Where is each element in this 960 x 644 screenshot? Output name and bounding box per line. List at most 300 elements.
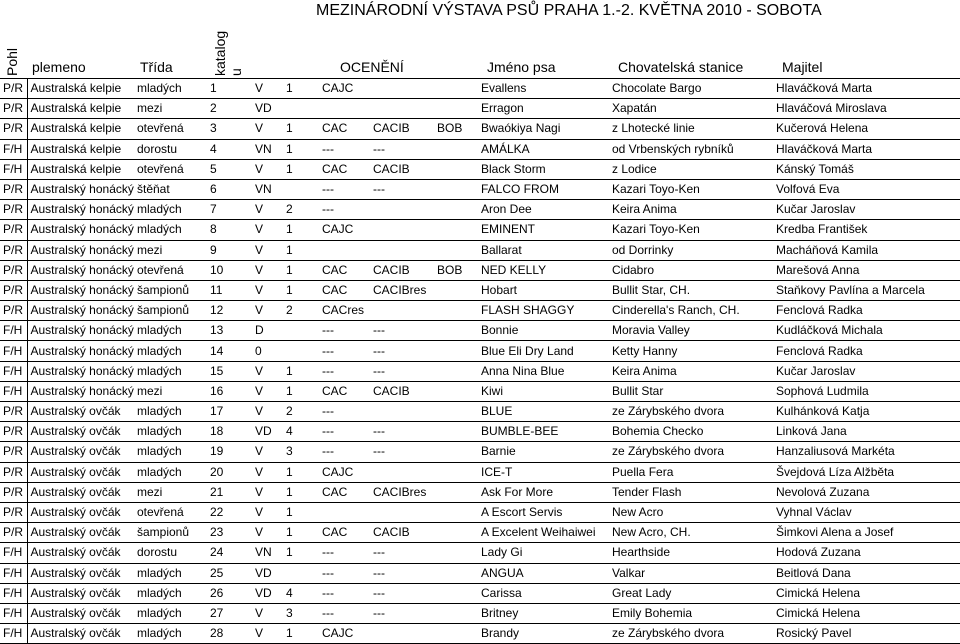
cell-poradi: 2 [283,301,319,321]
cell-pohlavi: F/H [0,583,27,603]
cell-chovatelska-stanice: Emily Bohemia [609,603,773,623]
cell-plemeno: Australský ovčák [27,402,134,422]
cell-titul-3 [434,381,478,401]
cell-katalog: 12 [207,301,252,321]
cell-pohlavi: F/H [0,361,27,381]
cell-trida: mladých [134,321,207,341]
cell-chovatelska-stanice: New Acro [609,502,773,522]
cell-titul-2: --- [370,563,434,583]
cell-chovatelska-stanice: Kazari Toyo-Ken [609,220,773,240]
cell-plemeno: Australský ovčák [27,502,134,522]
cell-chovatelska-stanice: Xapatán [609,99,773,119]
cell-poradi [283,321,319,341]
cell-majitel: Kučar Jaroslav [773,361,960,381]
cell-titul-1: --- [319,603,370,623]
cell-majitel: Kredba František [773,220,960,240]
cell-katalog: 3 [207,119,252,139]
cell-pohlavi: F/H [0,159,27,179]
cell-pohlavi: P/R [0,301,27,321]
cell-jmeno-psa: Hobart [478,280,609,300]
cell-pohlavi: P/R [0,200,27,220]
cell-majitel: Kulhánková Katja [773,402,960,422]
cell-katalog: 20 [207,462,252,482]
cell-katalog: 4 [207,139,252,159]
cell-majitel: Kučar Jaroslav [773,200,960,220]
cell-hodnoceni: V [252,462,283,482]
cell-katalog: 25 [207,563,252,583]
cell-titul-1: --- [319,543,370,563]
cell-trida: šampionů [134,301,207,321]
cell-titul-3 [434,462,478,482]
header-jmeno-psa: Jméno psa [487,59,556,75]
cell-chovatelska-stanice: Cinderella's Ranch, CH. [609,301,773,321]
cell-katalog: 13 [207,321,252,341]
cell-chovatelska-stanice: Ketty Hanny [609,341,773,361]
cell-poradi: 3 [283,442,319,462]
cell-jmeno-psa: FLASH SHAGGY [478,301,609,321]
cell-hodnoceni: V [252,280,283,300]
cell-pohlavi: P/R [0,240,27,260]
header-pohl: Pohl [4,47,20,76]
cell-plemeno: Australský ovčák [27,563,134,583]
cell-titul-3 [434,220,478,240]
cell-hodnoceni: V [252,482,283,502]
table-row [0,280,960,300]
cell-trida: dorostu [134,139,207,159]
cell-plemeno: Australský ovčák [27,482,134,502]
cell-poradi: 1 [283,543,319,563]
cell-titul-2 [370,200,434,220]
cell-chovatelska-stanice: Keira Anima [609,200,773,220]
cell-titul-2: CACIB [370,159,434,179]
cell-poradi: 1 [283,624,319,644]
cell-titul-3 [434,301,478,321]
table-header [0,0,960,78]
cell-plemeno: Australský honácký [27,220,134,240]
cell-trida: mladých [134,583,207,603]
cell-poradi [283,99,319,119]
header-trida: Třída [140,59,173,75]
cell-pohlavi: P/R [0,220,27,240]
table-row [0,220,960,240]
page-title: MEZINÁRODNÍ VÝSTAVA PSŮ PRAHA 1.-2. KVĚTNA 2010 - SOBOTA [316,2,822,19]
cell-chovatelska-stanice: Moravia Valley [609,321,773,341]
cell-jmeno-psa: Britney [478,603,609,623]
cell-chovatelska-stanice: Chocolate Bargo [609,79,773,99]
cell-poradi [283,563,319,583]
cell-trida: mezi [134,99,207,119]
cell-plemeno: Australský honácký [27,260,134,280]
cell-titul-1 [319,502,370,522]
cell-titul-3 [434,543,478,563]
cell-jmeno-psa: Ask For More [478,482,609,502]
cell-poradi: 1 [283,119,319,139]
cell-jmeno-psa: A Excelent Weihaiwei [478,523,609,543]
cell-plemeno: Australský honácký [27,280,134,300]
cell-hodnoceni: V [252,523,283,543]
cell-katalog: 11 [207,280,252,300]
cell-plemeno: Australská kelpie [27,139,134,159]
cell-titul-3 [434,361,478,381]
cell-plemeno: Australský honácký [27,179,134,199]
cell-hodnoceni: VD [252,99,283,119]
cell-titul-2: CACIB [370,119,434,139]
cell-titul-2: --- [370,422,434,442]
table-row [0,341,960,361]
cell-hodnoceni: VN [252,179,283,199]
cell-pohlavi: P/R [0,502,27,522]
cell-titul-3 [434,79,478,99]
cell-pohlavi: F/H [0,341,27,361]
cell-jmeno-psa: Ballarat [478,240,609,260]
cell-majitel: Hlaváčková Marta [773,79,960,99]
cell-plemeno: Australský honácký [27,361,134,381]
cell-plemeno: Australský honácký [27,341,134,361]
cell-hodnoceni: V [252,502,283,522]
cell-plemeno: Australský ovčák [27,603,134,623]
cell-chovatelska-stanice: ze Zárybského dvora [609,442,773,462]
cell-katalog: 10 [207,260,252,280]
cell-titul-2 [370,240,434,260]
cell-majitel: Hanzaliusová Markéta [773,442,960,462]
cell-pohlavi: P/R [0,280,27,300]
cell-majitel: Fenclová Radka [773,341,960,361]
cell-titul-2: CACIBres [370,482,434,502]
table-row [0,159,960,179]
cell-titul-3 [434,442,478,462]
cell-pohlavi: P/R [0,422,27,442]
table-row [0,543,960,563]
cell-chovatelska-stanice: od Dorrinky [609,240,773,260]
cell-titul-3 [434,563,478,583]
cell-titul-1 [319,99,370,119]
cell-pohlavi: F/H [0,563,27,583]
cell-katalog: 23 [207,523,252,543]
cell-titul-1: CAJC [319,220,370,240]
cell-titul-1: --- [319,321,370,341]
cell-titul-2: CACIB [370,260,434,280]
table-row [0,79,960,99]
cell-chovatelska-stanice: Cidabro [609,260,773,280]
table-row [0,563,960,583]
cell-titul-3 [434,341,478,361]
cell-majitel: Cimická Helena [773,603,960,623]
cell-hodnoceni: V [252,240,283,260]
cell-hodnoceni: VD [252,563,283,583]
table-row [0,624,960,644]
cell-katalog: 9 [207,240,252,260]
cell-katalog: 18 [207,422,252,442]
table-row [0,321,960,341]
cell-jmeno-psa: Barnie [478,442,609,462]
cell-titul-3 [434,624,478,644]
cell-titul-3 [434,583,478,603]
cell-hodnoceni: V [252,119,283,139]
cell-hodnoceni: V [252,402,283,422]
cell-jmeno-psa: Anna Nina Blue [478,361,609,381]
cell-titul-1: --- [319,139,370,159]
cell-hodnoceni: V [252,200,283,220]
cell-majitel: Marešová Anna [773,260,960,280]
cell-hodnoceni: V [252,260,283,280]
cell-katalog: 14 [207,341,252,361]
cell-katalog: 21 [207,482,252,502]
cell-titul-1: CAC [319,280,370,300]
cell-chovatelska-stanice: Valkar [609,563,773,583]
cell-pohlavi: P/R [0,442,27,462]
cell-titul-2 [370,502,434,522]
cell-poradi: 1 [283,361,319,381]
cell-titul-2: CACIB [370,523,434,543]
cell-hodnoceni: V [252,159,283,179]
cell-majitel: Hlaváčová Miroslava [773,99,960,119]
cell-poradi: 1 [283,482,319,502]
cell-chovatelska-stanice: Bullit Star, CH. [609,280,773,300]
cell-pohlavi: P/R [0,462,27,482]
cell-pohlavi: P/R [0,523,27,543]
table-row [0,179,960,199]
cell-chovatelska-stanice: od Vrbenských rybníků [609,139,773,159]
results-table [0,78,960,644]
cell-titul-2: --- [370,341,434,361]
cell-katalog: 16 [207,381,252,401]
cell-jmeno-psa: AMÁLKA [478,139,609,159]
cell-poradi: 1 [283,159,319,179]
cell-jmeno-psa: ICE-T [478,462,609,482]
cell-chovatelska-stanice: ze Zárybského dvora [609,624,773,644]
cell-jmeno-psa: Bonnie [478,321,609,341]
cell-majitel: Šimkovi Alena a Josef [773,523,960,543]
cell-titul-2 [370,301,434,321]
cell-hodnoceni: VN [252,139,283,159]
table-row [0,361,960,381]
cell-trida: mladých [134,422,207,442]
cell-plemeno: Australský honácký [27,381,134,401]
cell-trida: mladých [134,341,207,361]
cell-majitel: Macháňová Kamila [773,240,960,260]
cell-chovatelska-stanice: Kazari Toyo-Ken [609,179,773,199]
cell-hodnoceni: V [252,603,283,623]
cell-majitel: Sophová Ludmila [773,381,960,401]
cell-poradi: 1 [283,523,319,543]
cell-plemeno: Australský ovčák [27,462,134,482]
cell-majitel: Kučerová Helena [773,119,960,139]
cell-plemeno: Australský honácký [27,321,134,341]
cell-titul-1: --- [319,361,370,381]
table-row [0,462,960,482]
cell-trida: otevřená [134,119,207,139]
cell-hodnoceni: V [252,381,283,401]
table-row [0,99,960,119]
cell-titul-1: CACres [319,301,370,321]
cell-poradi: 1 [283,462,319,482]
cell-titul-1: --- [319,442,370,462]
cell-titul-3 [434,240,478,260]
cell-titul-2 [370,79,434,99]
cell-plemeno: Australský honácký [27,240,134,260]
cell-katalog: 6 [207,179,252,199]
cell-pohlavi: P/R [0,260,27,280]
cell-chovatelska-stanice: Bullit Star [609,381,773,401]
cell-hodnoceni: V [252,79,283,99]
cell-hodnoceni: VN [252,543,283,563]
cell-pohlavi: P/R [0,179,27,199]
table-row [0,200,960,220]
cell-katalog: 19 [207,442,252,462]
header-majitel: Majitel [782,59,823,75]
cell-titul-2: --- [370,543,434,563]
cell-titul-2 [370,220,434,240]
cell-poradi [283,179,319,199]
cell-jmeno-psa: Carissa [478,583,609,603]
cell-jmeno-psa: Blue Eli Dry Land [478,341,609,361]
cell-titul-2 [370,99,434,119]
cell-titul-2 [370,402,434,422]
table-row [0,583,960,603]
cell-jmeno-psa: Erragon [478,99,609,119]
cell-trida: mladých [134,361,207,381]
cell-hodnoceni: V [252,361,283,381]
cell-trida: otevřená [134,502,207,522]
cell-majitel: Rosický Pavel [773,624,960,644]
cell-chovatelska-stanice: z Lodice [609,159,773,179]
table-row [0,523,960,543]
cell-katalog: 8 [207,220,252,240]
cell-jmeno-psa: BUMBLE-BEE [478,422,609,442]
cell-plemeno: Australský honácký [27,301,134,321]
cell-plemeno: Australský ovčák [27,583,134,603]
cell-trida: mezi [134,381,207,401]
table-row [0,482,960,502]
cell-titul-1: --- [319,179,370,199]
cell-majitel: Staňkovy Pavlína a Marcela [773,280,960,300]
cell-hodnoceni: V [252,442,283,462]
cell-pohlavi: P/R [0,79,27,99]
cell-jmeno-psa: Brandy [478,624,609,644]
cell-poradi: 4 [283,422,319,442]
cell-titul-3 [434,402,478,422]
table-row [0,502,960,522]
cell-poradi: 3 [283,603,319,623]
cell-trida: mladých [134,220,207,240]
cell-titul-3 [434,482,478,502]
cell-katalog: 5 [207,159,252,179]
cell-titul-2: --- [370,179,434,199]
cell-titul-1: --- [319,563,370,583]
cell-titul-1: --- [319,422,370,442]
cell-titul-3: BOB [434,119,478,139]
cell-plemeno: Australský ovčák [27,442,134,462]
cell-pohlavi: F/H [0,603,27,623]
cell-jmeno-psa: EMINENT [478,220,609,240]
cell-pohlavi: P/R [0,482,27,502]
table-row [0,422,960,442]
cell-titul-3 [434,179,478,199]
cell-titul-2 [370,462,434,482]
cell-poradi: 1 [283,240,319,260]
cell-katalog: 26 [207,583,252,603]
cell-trida: mladých [134,79,207,99]
cell-plemeno: Australská kelpie [27,79,134,99]
cell-katalog: 24 [207,543,252,563]
cell-chovatelska-stanice: Puella Fera [609,462,773,482]
cell-katalog: 1 [207,79,252,99]
table-row [0,139,960,159]
table-row [0,240,960,260]
cell-poradi: 4 [283,583,319,603]
cell-hodnoceni: V [252,301,283,321]
cell-katalog: 2 [207,99,252,119]
cell-titul-2: --- [370,603,434,623]
cell-chovatelska-stanice: Great Lady [609,583,773,603]
table-row [0,381,960,401]
cell-trida: otevřená [134,159,207,179]
cell-katalog: 28 [207,624,252,644]
cell-titul-2: --- [370,361,434,381]
cell-jmeno-psa: ANGUA [478,563,609,583]
cell-hodnoceni: D [252,321,283,341]
cell-titul-2: --- [370,442,434,462]
cell-trida: mladých [134,402,207,422]
cell-plemeno: Australská kelpie [27,159,134,179]
cell-chovatelska-stanice: Tender Flash [609,482,773,502]
cell-pohlavi: P/R [0,402,27,422]
cell-poradi: 2 [283,200,319,220]
cell-chovatelska-stanice: Bohemia Checko [609,422,773,442]
header-chovatelska-stanice: Chovatelská stanice [618,59,744,75]
cell-hodnoceni: V [252,220,283,240]
cell-trida: mezi [134,240,207,260]
cell-majitel: Fenclová Radka [773,301,960,321]
cell-majitel: Nevolová Zuzana [773,482,960,502]
cell-trida: mladých [134,462,207,482]
cell-titul-3 [434,200,478,220]
cell-majitel: Beitlová Dana [773,563,960,583]
cell-titul-2 [370,624,434,644]
header-plemeno: plemeno [32,59,86,75]
cell-titul-3 [434,159,478,179]
cell-majitel: Kudláčková Michala [773,321,960,341]
cell-chovatelska-stanice: z Lhotecké linie [609,119,773,139]
cell-titul-2: --- [370,321,434,341]
cell-majitel: Hodová Zuzana [773,543,960,563]
cell-trida: mladých [134,603,207,623]
cell-titul-3 [434,280,478,300]
cell-titul-3 [434,603,478,623]
cell-titul-1: CAJC [319,462,370,482]
cell-plemeno: Australský ovčák [27,543,134,563]
cell-pohlavi: F/H [0,139,27,159]
cell-trida: mezi [134,482,207,502]
cell-jmeno-psa: BLUE [478,402,609,422]
cell-titul-1: CAC [319,260,370,280]
cell-katalog: 22 [207,502,252,522]
table-row [0,603,960,623]
cell-majitel: Kánský Tomáš [773,159,960,179]
cell-jmeno-psa: Kiwi [478,381,609,401]
cell-katalog: 15 [207,361,252,381]
table-row [0,260,960,280]
cell-titul-3 [434,523,478,543]
cell-titul-2: --- [370,139,434,159]
header-oceneni: OCENĚNÍ [340,59,404,75]
cell-poradi: 2 [283,402,319,422]
cell-titul-1: CAJC [319,624,370,644]
cell-trida: otevřená [134,260,207,280]
cell-pohlavi: F/H [0,321,27,341]
cell-plemeno: Australská kelpie [27,119,134,139]
cell-trida: dorostu [134,543,207,563]
